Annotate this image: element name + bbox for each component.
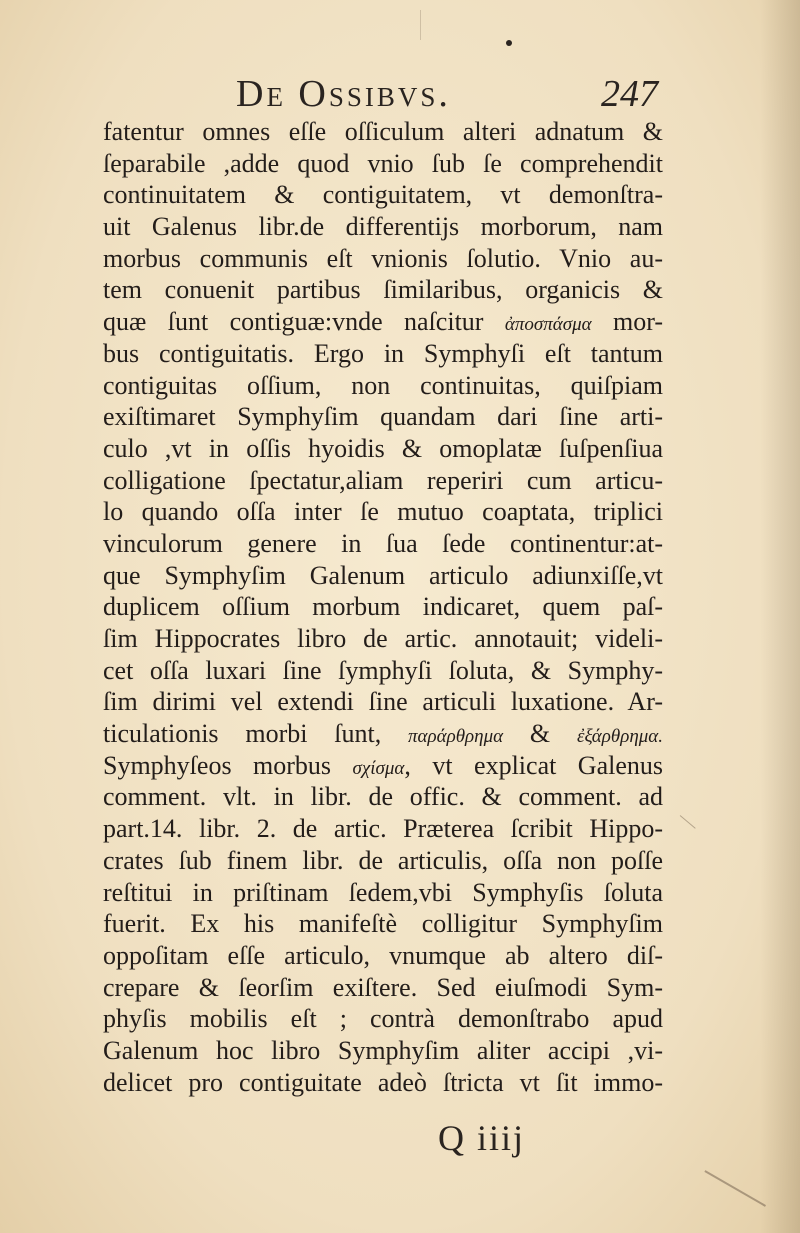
text-segment: culo ,vt in oſſis hyoidis & omoplatæ ſuſpenſiua	[103, 433, 663, 463]
signature-mark: Q iiij	[438, 1118, 526, 1158]
text-segment: delicet pro contiguitate adeò ſtricta vt ſit immo-	[103, 1067, 663, 1097]
text-segment: exiſtimaret Symphyſim quandam dari ſine arti-	[103, 402, 663, 432]
text-segment: fatentur omnes eſſe oſſiculum alteri adnatum &	[103, 117, 663, 146]
text-segment: tem conuenit partibus ſimilaribus, organicis &	[103, 275, 663, 305]
text-line	[103, 211, 663, 243]
text-line	[103, 877, 663, 909]
page-number: 247	[601, 73, 658, 115]
text-line	[103, 781, 663, 813]
text-segment: reſtitui in priſtinam ſedem,vbi Symphyſis ſoluta	[103, 877, 663, 907]
text-line	[103, 274, 663, 306]
greek-term: παράρθρημα	[408, 726, 504, 748]
greek-term: σχίσμα	[352, 757, 405, 779]
text-segment: colligatione ſpectatur,aliam reperiri cum articu-	[103, 465, 663, 495]
text-segment: morbus communis eſt vnionis ſolutio. Vnio au-	[103, 243, 663, 273]
text-line	[103, 591, 663, 623]
text-line	[103, 433, 663, 465]
text-segment: bus contiguitatis. Ergo in Symphyſi eſt tantum	[103, 338, 663, 368]
text-line	[103, 1035, 663, 1067]
running-title: De Ossibvs.	[236, 73, 451, 115]
text-line	[103, 179, 663, 211]
text-segment: &	[503, 719, 577, 749]
text-segment: oppoſitam eſſe articulo, vnumque ab altero diſ-	[103, 940, 663, 970]
text-segment: , vt explicat Galenus	[404, 750, 663, 780]
text-segment: ticulationis morbi ſunt,	[103, 719, 409, 749]
text-segment: uit Galenus libr.de differentijs morborum, nam	[103, 212, 663, 242]
page-edge-shadow	[760, 0, 800, 1233]
text-line	[103, 243, 663, 275]
text-line	[103, 750, 663, 782]
text-line	[103, 845, 663, 877]
text-segment: phyſis mobilis eſt ; contrà demonſtrabo apud	[103, 1004, 663, 1034]
greek-term: ἀποσπάσμα	[504, 314, 592, 336]
text-segment: mor-	[591, 307, 663, 337]
text-segment: vinculorum genere in ſua ſede continentur:at-	[103, 528, 663, 558]
text-segment: part.14. libr. 2. de artic. Præterea ſcribit Hippo-	[103, 814, 663, 844]
text-segment: quæ ſunt contiguæ:vnde naſcitur	[103, 307, 505, 337]
text-line	[103, 465, 663, 497]
greek-term: ἐξάρθρημα.	[576, 726, 663, 748]
text-segment: ſim Hippocrates libro de artic. annotauit; videli-	[103, 624, 663, 653]
text-segment: Galenum hoc libro Symphyſim aliter accipi ,vi-	[103, 1035, 663, 1065]
text-line	[103, 401, 663, 433]
text-segment: cet oſſa luxari ſine ſymphyſi ſoluta, & Symphy-	[103, 655, 663, 685]
text-line	[103, 496, 663, 528]
ink-dot	[506, 40, 512, 46]
text-line	[103, 655, 663, 687]
text-segment: duplicem oſſium morbum indicaret, quem paſ-	[103, 592, 663, 622]
text-line	[103, 560, 663, 592]
text-line	[103, 338, 663, 370]
text-line	[103, 148, 663, 180]
ink-stroke	[420, 10, 421, 40]
text-line	[103, 1003, 663, 1035]
text-line	[103, 370, 663, 402]
body-text	[103, 116, 663, 1098]
text-segment: crepare & ſeorſim exiſtere. Sed eiuſmodi Sym-	[103, 972, 663, 1002]
text-segment: que Symphyſim Galenum articulo adiunxiſſe,vt	[103, 560, 663, 590]
text-segment: ſim dirimi vel extendi ſine articuli luxatione. Ar-	[103, 687, 663, 717]
text-segment: Symphyſeos morbus	[103, 750, 353, 780]
text-line	[103, 718, 663, 750]
text-segment: continuitatem & contiguitatem, vt demonſtra-	[103, 180, 663, 210]
text-line	[103, 940, 663, 972]
text-segment: ſeparabile ,adde quod vnio ſub ſe comprehendit	[103, 148, 663, 178]
text-segment: crates ſub finem libr. de articulis, oſſa non poſſe	[103, 845, 663, 875]
text-segment: fuerit. Ex his manifeſtè colligitur Symphyſim	[103, 909, 663, 939]
text-line	[103, 528, 663, 560]
text-line	[103, 686, 663, 718]
page-header	[236, 72, 666, 122]
text-segment: contiguitas oſſium, non continuitas, quiſpiam	[103, 370, 663, 400]
text-line	[103, 908, 663, 940]
text-line	[103, 813, 663, 845]
text-line	[103, 116, 663, 148]
ink-stroke	[680, 815, 696, 829]
text-line	[103, 972, 663, 1004]
text-segment: lo quando oſſa inter ſe mutuo coaptata, triplici	[103, 497, 663, 527]
text-segment: comment. vlt. in libr. de offic. & comment. ad	[103, 782, 663, 812]
text-line	[103, 623, 663, 655]
text-line	[103, 306, 663, 338]
text-line	[103, 1067, 663, 1099]
ink-stroke	[705, 1170, 766, 1206]
